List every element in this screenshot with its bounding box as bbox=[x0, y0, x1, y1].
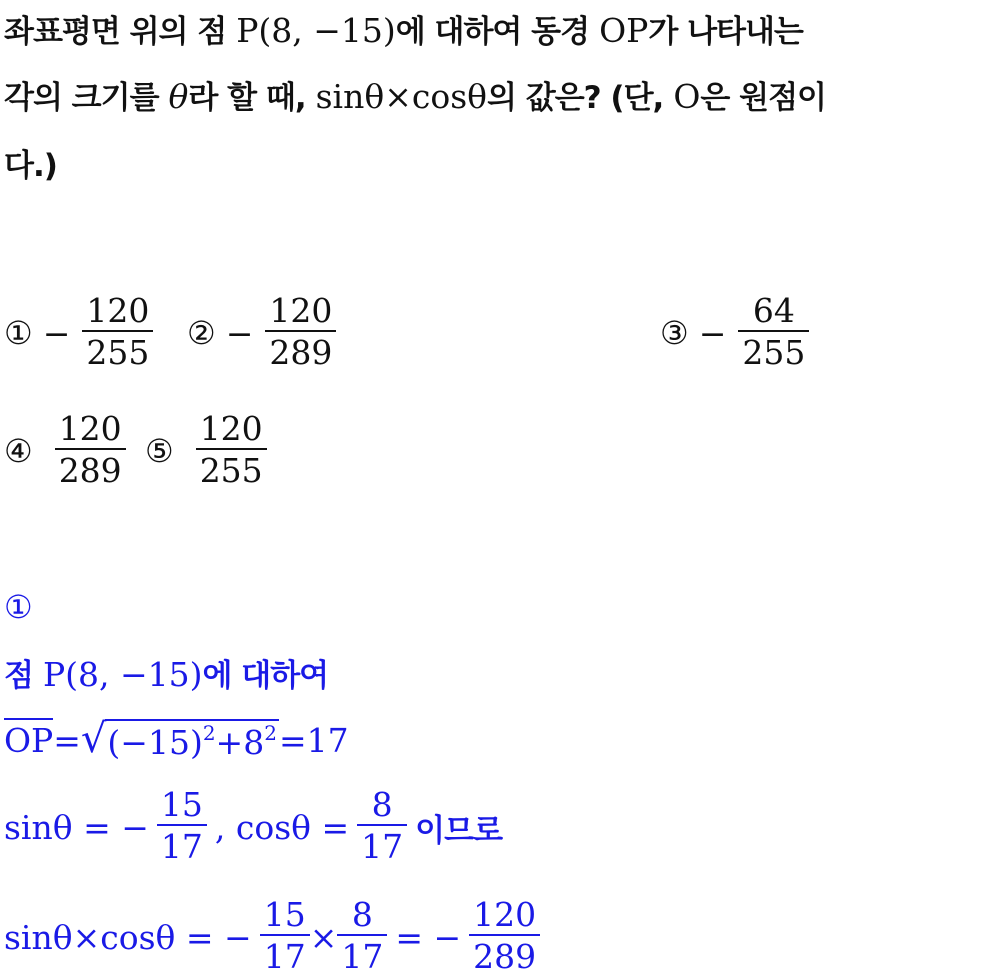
question-text: 에 대하여 동경 bbox=[395, 14, 590, 50]
radicand-base: (−15) bbox=[107, 723, 203, 762]
segment-op: OP bbox=[599, 11, 649, 50]
denominator: 17 bbox=[361, 827, 404, 866]
numerator: 120 bbox=[199, 409, 263, 448]
option-fraction bbox=[196, 410, 267, 492]
fraction bbox=[157, 786, 207, 868]
point-p: P(8, −15) bbox=[236, 11, 396, 50]
option-fraction bbox=[55, 410, 126, 492]
result: =17 bbox=[278, 721, 349, 760]
option-3[interactable] bbox=[660, 292, 809, 374]
fraction bbox=[357, 786, 407, 868]
fraction bbox=[260, 896, 310, 978]
question-text: 라 할 때, bbox=[188, 80, 306, 116]
denominator: 289 bbox=[473, 937, 537, 976]
sin-value: sinθ = − bbox=[4, 807, 149, 847]
solution-text: 점 bbox=[4, 658, 33, 694]
equals: = − bbox=[395, 917, 462, 957]
solution-line-4 bbox=[4, 896, 540, 978]
theta-symbol: θ bbox=[168, 77, 189, 116]
solution-line-3 bbox=[4, 786, 502, 868]
denominator: 17 bbox=[160, 827, 203, 866]
exponent: 2 bbox=[202, 721, 216, 745]
option-sign: − bbox=[42, 313, 71, 353]
solution-line-2 bbox=[4, 718, 349, 762]
cos-value: , cosθ = bbox=[214, 807, 350, 847]
solution-text: 이므로 bbox=[415, 812, 503, 849]
radicand-plus: +8 bbox=[215, 723, 265, 762]
equals: = bbox=[53, 721, 81, 760]
solution-answer: ① bbox=[4, 588, 33, 626]
segment-op: OP bbox=[4, 718, 53, 760]
numerator: 15 bbox=[160, 785, 203, 824]
solution-text: 에 대하여 bbox=[202, 658, 329, 694]
option-fraction bbox=[738, 292, 809, 374]
option-marker: ⑤ bbox=[145, 432, 174, 470]
option-fraction bbox=[82, 292, 153, 374]
expression-sin-cos: sinθ×cosθ bbox=[315, 77, 488, 116]
fraction bbox=[469, 896, 540, 978]
numerator: 120 bbox=[269, 291, 333, 330]
question-line-1 bbox=[4, 6, 803, 51]
option-marker: ① bbox=[4, 314, 33, 352]
option-1[interactable] bbox=[4, 292, 153, 374]
numerator: 8 bbox=[371, 785, 393, 824]
square-root: √ $(-15)^2+8^2$ bbox=[80, 716, 277, 762]
denominator: 255 bbox=[86, 333, 150, 372]
denominator: 255 bbox=[199, 451, 263, 490]
times-sign: × bbox=[309, 917, 338, 957]
question-text: 은 원점이 bbox=[700, 80, 826, 116]
origin-o: O bbox=[673, 77, 701, 116]
question-text: 가 나타내는 bbox=[648, 14, 803, 50]
numerator: 15 bbox=[263, 895, 306, 934]
numerator: 120 bbox=[86, 291, 150, 330]
option-4[interactable] bbox=[4, 410, 126, 492]
option-fraction bbox=[265, 292, 336, 374]
exponent: 2 bbox=[264, 721, 277, 745]
question-line-2 bbox=[4, 72, 826, 117]
denominator: 255 bbox=[742, 333, 806, 372]
product-expression: sinθ×cosθ = − bbox=[4, 917, 252, 957]
option-2[interactable] bbox=[187, 292, 336, 374]
option-sign: − bbox=[698, 313, 727, 353]
question-text: 다.) bbox=[4, 148, 57, 184]
question-text: 의 값은? (단, bbox=[487, 80, 664, 116]
question-text: 각의 크기를 bbox=[4, 80, 159, 116]
fraction bbox=[337, 896, 387, 978]
option-marker: ④ bbox=[4, 432, 33, 470]
option-5[interactable] bbox=[145, 410, 267, 492]
point-p: P(8, −15) bbox=[42, 655, 203, 694]
option-sign: − bbox=[225, 313, 254, 353]
numerator: 120 bbox=[58, 409, 122, 448]
denominator: 289 bbox=[269, 333, 333, 372]
denominator: 17 bbox=[341, 937, 384, 976]
denominator: 17 bbox=[263, 937, 306, 976]
numerator: 64 bbox=[752, 291, 795, 330]
question-line-3 bbox=[4, 140, 57, 185]
option-marker: ③ bbox=[660, 314, 689, 352]
numerator: 120 bbox=[473, 895, 537, 934]
solution-line-1 bbox=[4, 650, 328, 695]
denominator: 289 bbox=[58, 451, 122, 490]
question-text: 좌표평면 위의 점 bbox=[4, 14, 227, 50]
numerator: 8 bbox=[351, 895, 373, 934]
option-marker: ② bbox=[187, 314, 216, 352]
